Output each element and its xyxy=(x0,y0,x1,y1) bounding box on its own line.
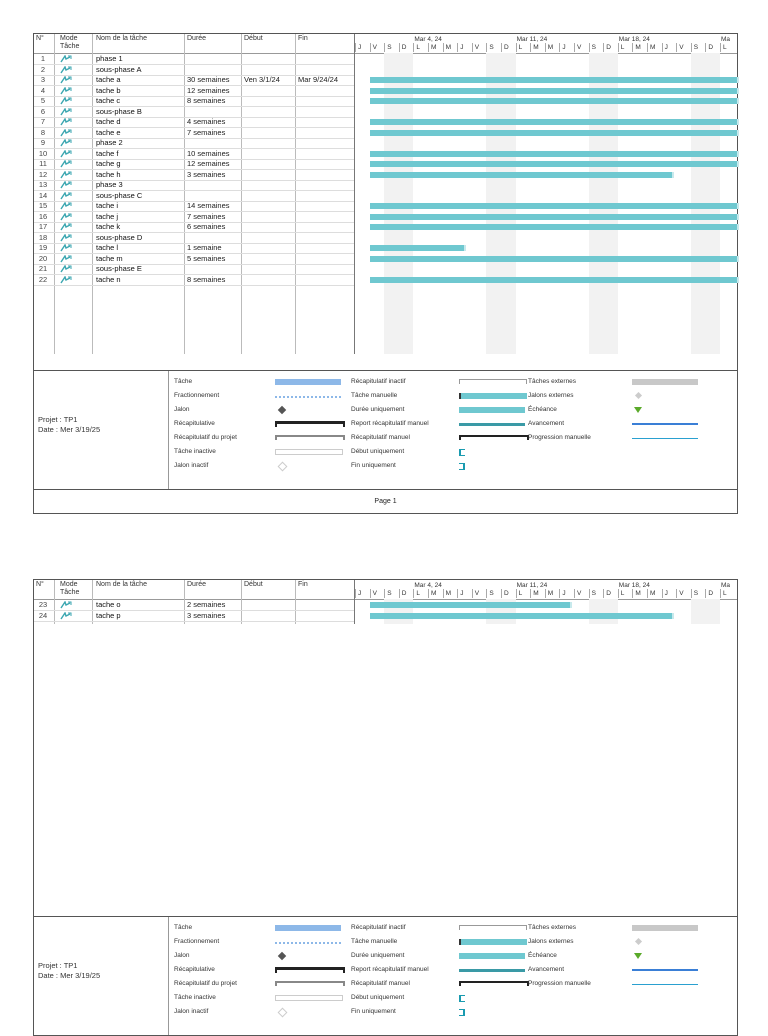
timescale-day: V xyxy=(372,590,377,597)
legend-label: Report récapitulatif manuel xyxy=(351,966,429,973)
timescale-day: S xyxy=(693,44,699,51)
legend-symbol xyxy=(635,392,642,399)
legend-symbol xyxy=(459,953,525,959)
gantt-page-2 xyxy=(33,579,738,1036)
col-header-start: Début xyxy=(244,35,263,42)
auto-schedule-icon xyxy=(60,265,72,273)
auto-schedule-icon xyxy=(60,192,72,200)
legend-symbol xyxy=(632,969,698,971)
table-row[interactable] xyxy=(34,191,354,202)
legend-label: Tâche xyxy=(174,924,193,931)
legend-label: Tâche xyxy=(174,378,193,385)
task-number: 14 xyxy=(38,190,48,200)
timescale-day: J xyxy=(562,44,566,51)
legend-symbol xyxy=(278,1008,288,1018)
auto-schedule-icon xyxy=(60,202,72,210)
legend-symbol xyxy=(275,396,341,398)
task-number: 16 xyxy=(38,211,48,221)
timescale-day: L xyxy=(723,44,727,51)
task-bar[interactable] xyxy=(370,602,572,608)
table-row[interactable] xyxy=(34,600,354,611)
timescale-week: Mar 18, 24 xyxy=(618,36,650,43)
task-duration: 3 semaines xyxy=(187,169,226,179)
col-header-start: Début xyxy=(244,581,263,588)
task-duration: 5 semaines xyxy=(187,253,226,263)
task-bar[interactable] xyxy=(370,203,739,209)
project-info xyxy=(38,415,100,435)
task-name: tache o xyxy=(96,600,121,609)
legend-label: Récapitulatif du projet xyxy=(174,434,237,441)
timescale-day: V xyxy=(474,590,480,597)
legend-label: Jalon inactif xyxy=(174,1008,209,1015)
timescale-day: M xyxy=(650,590,656,597)
timescale-day: M xyxy=(533,590,539,597)
legend-label: Récapitulatif du projet xyxy=(174,980,237,987)
legend-symbol xyxy=(278,462,288,472)
legend-label: Jalon xyxy=(174,952,190,959)
legend-symbol xyxy=(275,925,341,931)
task-name: tache n xyxy=(96,274,121,284)
auto-schedule-icon xyxy=(60,150,72,158)
timescale-day: L xyxy=(518,44,523,51)
task-number: 10 xyxy=(38,148,48,158)
task-number: 17 xyxy=(38,222,48,231)
legend-label: Tâches externes xyxy=(528,378,577,385)
task-bar[interactable] xyxy=(370,88,739,94)
task-duration: 14 semaines xyxy=(187,201,230,210)
timescale-week: Mar 11, 24 xyxy=(516,582,548,589)
timescale-day: L xyxy=(723,590,727,597)
timescale-day: D xyxy=(606,590,611,597)
timescale-day: M xyxy=(533,44,539,51)
task-number: 7 xyxy=(40,117,46,126)
timescale-week: Mar 18, 24 xyxy=(618,582,650,589)
task-number: 6 xyxy=(40,106,46,116)
timescale-day: S xyxy=(693,590,699,597)
table-row[interactable] xyxy=(34,264,354,275)
project-date: Date : Mer 3/19/25 xyxy=(38,425,101,434)
task-name: tache c xyxy=(96,96,121,105)
timescale-day: V xyxy=(372,44,377,51)
legend-label: Durée uniquement xyxy=(351,952,405,959)
legend-label: Tâches externes xyxy=(528,924,577,931)
auto-schedule-icon xyxy=(60,55,72,63)
timescale-day: D xyxy=(708,590,714,597)
legend-symbol xyxy=(459,407,525,413)
legend-symbol xyxy=(275,967,345,973)
col-header-number: N° xyxy=(36,35,44,42)
timescale-day: S xyxy=(489,590,494,597)
task-duration: 1 semaine xyxy=(187,243,222,252)
legend-symbol xyxy=(632,984,698,985)
table-row[interactable] xyxy=(34,222,354,233)
gantt-chart xyxy=(354,34,737,354)
task-bar[interactable] xyxy=(370,613,674,619)
legend-symbol xyxy=(278,952,286,960)
timescale-day: J xyxy=(460,44,464,51)
task-name: tache g xyxy=(96,159,121,168)
task-start: Ven 3/1/24 xyxy=(244,75,280,84)
table-row[interactable] xyxy=(34,86,354,97)
task-duration: 12 semaines xyxy=(187,159,230,168)
task-bar[interactable] xyxy=(370,98,739,104)
auto-schedule-icon xyxy=(60,244,72,252)
timescale-day: D xyxy=(401,44,407,51)
task-duration: 8 semaines xyxy=(187,96,226,105)
timescale-day: M xyxy=(431,44,437,51)
legend-symbol xyxy=(275,379,341,385)
task-number: 22 xyxy=(38,274,48,284)
legend-label: Récapitulatif manuel xyxy=(351,980,410,987)
timescale-day: L xyxy=(416,44,421,51)
legend-symbol xyxy=(275,942,341,944)
auto-schedule-icon xyxy=(60,76,72,84)
legend-label: Fractionnement xyxy=(174,938,220,945)
auto-schedule-icon xyxy=(60,160,72,168)
task-name: tache a xyxy=(96,75,121,84)
legend-label: Fin uniquement xyxy=(351,462,396,469)
timescale-day: D xyxy=(708,44,714,51)
legend-symbol xyxy=(459,981,529,986)
table-row[interactable] xyxy=(34,611,354,622)
timescale-day: D xyxy=(606,44,611,51)
task-number: 12 xyxy=(38,169,48,179)
task-name: tache i xyxy=(96,201,119,210)
legend-label: Début uniquement xyxy=(351,448,405,455)
table-row[interactable] xyxy=(34,233,354,244)
task-duration: 30 semaines xyxy=(187,75,230,84)
legend-symbol xyxy=(459,449,465,456)
task-name: tache j xyxy=(96,211,119,221)
weekend-shade xyxy=(603,599,618,624)
timescale-day: S xyxy=(489,44,494,51)
project-date: Date : Mer 3/19/25 xyxy=(38,971,101,980)
project-info xyxy=(38,961,100,981)
weekend-shade xyxy=(691,599,706,624)
task-number: 2 xyxy=(40,64,46,74)
gantt-chart xyxy=(354,580,737,624)
task-number: 20 xyxy=(38,253,48,263)
col-header-name: Nom de la tâche xyxy=(96,35,147,42)
gantt-page-1 xyxy=(33,33,738,514)
legend-symbol xyxy=(459,995,465,1002)
timescale-day: M xyxy=(650,44,656,51)
col-header-end: Fin xyxy=(298,35,308,42)
table-row[interactable] xyxy=(34,201,354,212)
task-name: sous-phase A xyxy=(96,64,142,74)
timescale-day: D xyxy=(504,590,509,597)
timescale-day: J xyxy=(358,590,362,597)
table-row[interactable] xyxy=(34,212,354,223)
task-duration: 10 semaines xyxy=(187,148,230,158)
legend-label: Récapitulatif inactif xyxy=(351,378,406,385)
timescale-day: L xyxy=(416,590,421,597)
legend-label: Récapitulative xyxy=(174,420,215,427)
task-name: phase 2 xyxy=(96,138,123,147)
legend-symbol xyxy=(459,1009,465,1016)
legend-label: Tâche manuelle xyxy=(351,938,398,945)
timescale-day: V xyxy=(474,44,480,51)
legend-symbol xyxy=(275,435,345,440)
task-duration: 6 semaines xyxy=(187,222,226,231)
legend-label: Progression manuelle xyxy=(528,980,591,987)
task-name: sous-phase C xyxy=(96,190,143,200)
task-name: sous-phase D xyxy=(96,232,143,242)
auto-schedule-icon xyxy=(60,66,72,74)
timescale-week: Mar 4, 24 xyxy=(414,36,442,43)
legend-symbol xyxy=(459,925,527,930)
table-row[interactable] xyxy=(34,65,354,76)
timescale-day: M xyxy=(547,44,554,51)
timescale-week: Mar 11, 24 xyxy=(516,36,548,43)
page-footer: Page 1 xyxy=(34,489,737,513)
legend xyxy=(34,370,737,489)
task-name: tache l xyxy=(96,243,119,252)
legend-label: Report récapitulatif manuel xyxy=(351,420,429,427)
task-number: 18 xyxy=(38,232,48,242)
col-header-end: Fin xyxy=(298,581,308,588)
legend-label: Durée uniquement xyxy=(351,406,405,413)
table-row[interactable] xyxy=(34,159,354,170)
timescale-week: Mar 4, 24 xyxy=(414,582,442,589)
timescale-day: S xyxy=(591,44,596,51)
auto-schedule-icon xyxy=(60,601,72,609)
timescale-day: M xyxy=(445,44,452,51)
timescale-day: L xyxy=(620,590,625,597)
legend-symbol xyxy=(634,953,642,959)
legend-label: Fin uniquement xyxy=(351,1008,396,1015)
legend-symbol xyxy=(459,393,527,399)
timescale-day: M xyxy=(547,590,554,597)
task-name: tache f xyxy=(96,148,119,158)
task-bar[interactable] xyxy=(370,161,739,167)
legend-symbol xyxy=(275,995,343,1001)
task-name: sous-phase E xyxy=(96,264,142,273)
task-number: 15 xyxy=(38,201,48,210)
task-name: sous-phase B xyxy=(96,106,142,116)
table-row[interactable] xyxy=(34,75,354,86)
table-row[interactable] xyxy=(34,275,354,286)
task-number: 5 xyxy=(40,96,46,105)
col-header-duration: Durée xyxy=(187,35,207,42)
timescale-day: V xyxy=(577,590,582,597)
task-bar[interactable] xyxy=(370,214,739,220)
task-duration: 3 semaines xyxy=(187,610,226,620)
legend xyxy=(34,916,737,1035)
legend-symbol xyxy=(634,407,642,413)
legend-label: Fractionnement xyxy=(174,392,220,399)
timescale-week: Ma xyxy=(721,36,731,43)
auto-schedule-icon xyxy=(60,118,72,126)
timescale-day: L xyxy=(518,590,523,597)
auto-schedule-icon xyxy=(60,234,72,242)
table-row[interactable] xyxy=(34,107,354,118)
task-duration: 8 semaines xyxy=(187,274,226,284)
table-row[interactable] xyxy=(34,117,354,128)
legend-symbol xyxy=(275,449,343,455)
legend-label: Avancement xyxy=(528,966,565,973)
weekend-shade xyxy=(705,599,720,624)
legend-symbol xyxy=(632,438,698,439)
legend-symbol xyxy=(278,406,286,414)
col-header-mode: Mode Tâche xyxy=(60,581,80,596)
auto-schedule-icon xyxy=(60,97,72,105)
weekend-shade xyxy=(589,599,604,624)
legend-label: Début uniquement xyxy=(351,994,405,1001)
col-header-number: N° xyxy=(36,581,44,588)
task-name: tache d xyxy=(96,117,121,126)
task-bar[interactable] xyxy=(370,172,674,178)
timescale-day: V xyxy=(577,44,582,51)
task-number: 4 xyxy=(40,85,46,95)
task-duration: 12 semaines xyxy=(187,85,230,95)
task-bar[interactable] xyxy=(370,151,739,157)
task-number: 1 xyxy=(40,54,46,63)
legend-symbol xyxy=(632,925,698,931)
timescale-day: S xyxy=(591,590,596,597)
task-bar[interactable] xyxy=(370,277,739,283)
timescale-day: V xyxy=(679,44,684,51)
task-number: 23 xyxy=(38,600,48,609)
legend-label: Récapitulatif manuel xyxy=(351,434,410,441)
task-number: 9 xyxy=(40,138,46,147)
timescale-day: D xyxy=(504,44,509,51)
task-duration: 7 semaines xyxy=(187,127,226,137)
auto-schedule-icon xyxy=(60,108,72,116)
legend-label: Récapitulative xyxy=(174,966,215,973)
task-bar[interactable] xyxy=(370,224,739,230)
table-row[interactable] xyxy=(34,243,354,254)
legend-label: Avancement xyxy=(528,420,565,427)
task-name: phase 1 xyxy=(96,54,123,63)
project-name: Projet : TP1 xyxy=(38,415,78,424)
legend-label: Jalon xyxy=(174,406,190,413)
legend-label: Progression manuelle xyxy=(528,434,591,441)
table-row[interactable] xyxy=(34,128,354,139)
timescale-day: S xyxy=(387,44,392,51)
legend-label: Échéance xyxy=(528,406,557,413)
table-row[interactable] xyxy=(34,254,354,265)
timescale-day: J xyxy=(664,590,668,597)
auto-schedule-icon xyxy=(60,171,72,179)
table-row[interactable] xyxy=(34,180,354,191)
auto-schedule-icon xyxy=(60,255,72,263)
auto-schedule-icon xyxy=(60,87,72,95)
auto-schedule-icon xyxy=(60,612,72,620)
task-name: tache b xyxy=(96,85,121,95)
task-duration: 4 semaines xyxy=(187,117,226,126)
task-number: 21 xyxy=(38,264,48,273)
timescale-day: J xyxy=(460,590,464,597)
table-row[interactable] xyxy=(34,54,354,65)
legend-symbol xyxy=(635,938,642,945)
auto-schedule-icon xyxy=(60,139,72,147)
timescale-day: M xyxy=(431,590,437,597)
timescale-day: M xyxy=(445,590,452,597)
col-header-duration: Durée xyxy=(187,581,207,588)
legend-label: Tâche manuelle xyxy=(351,392,398,399)
task-name: tache m xyxy=(96,253,123,263)
task-name: tache p xyxy=(96,610,121,620)
task-name: tache k xyxy=(96,222,121,231)
legend-label: Jalon inactif xyxy=(174,462,209,469)
col-header-name: Nom de la tâche xyxy=(96,581,147,588)
auto-schedule-icon xyxy=(60,276,72,284)
legend-label: Tâche inactive xyxy=(174,448,216,455)
timescale-day: L xyxy=(620,44,625,51)
timescale-day: M xyxy=(635,590,641,597)
legend-symbol xyxy=(632,423,698,425)
timescale-day: J xyxy=(358,44,362,51)
legend-symbol xyxy=(459,379,527,384)
timescale-day: J xyxy=(562,590,566,597)
task-name: tache e xyxy=(96,127,121,137)
task-number: 24 xyxy=(38,610,48,620)
legend-label: Jalons externes xyxy=(528,938,574,945)
timescale-day: D xyxy=(401,590,407,597)
task-number: 19 xyxy=(38,243,48,252)
task-number: 3 xyxy=(40,75,46,84)
legend-symbol xyxy=(459,463,465,470)
task-bar[interactable] xyxy=(370,130,739,136)
task-duration: 7 semaines xyxy=(187,211,226,221)
timescale-day: J xyxy=(664,44,668,51)
task-number: 11 xyxy=(39,159,47,168)
legend-symbol xyxy=(459,969,525,972)
auto-schedule-icon xyxy=(60,223,72,231)
legend-symbol xyxy=(459,435,529,440)
project-name: Projet : TP1 xyxy=(38,961,78,970)
timescale-day: S xyxy=(387,590,392,597)
legend-label: Échéance xyxy=(528,952,557,959)
task-bar[interactable] xyxy=(370,119,739,125)
legend-label: Tâche inactive xyxy=(174,994,216,1001)
legend-label: Jalons externes xyxy=(528,392,574,399)
legend-symbol xyxy=(459,939,527,945)
task-name: phase 3 xyxy=(96,180,123,189)
auto-schedule-icon xyxy=(60,129,72,137)
legend-symbol xyxy=(275,421,345,427)
legend-symbol xyxy=(459,423,525,426)
table-row[interactable] xyxy=(34,96,354,107)
table-row[interactable] xyxy=(34,170,354,181)
legend-label: Récapitulatif inactif xyxy=(351,924,406,931)
legend-symbol xyxy=(632,379,698,385)
auto-schedule-icon xyxy=(60,213,72,221)
task-end: Mar 9/24/24 xyxy=(298,75,339,84)
task-bar[interactable] xyxy=(370,77,739,83)
timescale-day: V xyxy=(679,590,684,597)
task-number: 8 xyxy=(40,127,46,137)
col-header-mode: Mode Tâche xyxy=(60,35,80,50)
legend-symbol xyxy=(275,981,345,986)
timescale-day: M xyxy=(635,44,641,51)
task-name: tache h xyxy=(96,169,121,179)
auto-schedule-icon xyxy=(60,181,72,189)
task-bar[interactable] xyxy=(370,245,466,251)
task-duration: 2 semaines xyxy=(187,600,226,609)
task-number: 13 xyxy=(38,180,48,189)
table-row[interactable] xyxy=(34,149,354,160)
task-bar[interactable] xyxy=(370,256,739,262)
table-row[interactable] xyxy=(34,138,354,149)
timescale-week: Ma xyxy=(721,582,731,589)
